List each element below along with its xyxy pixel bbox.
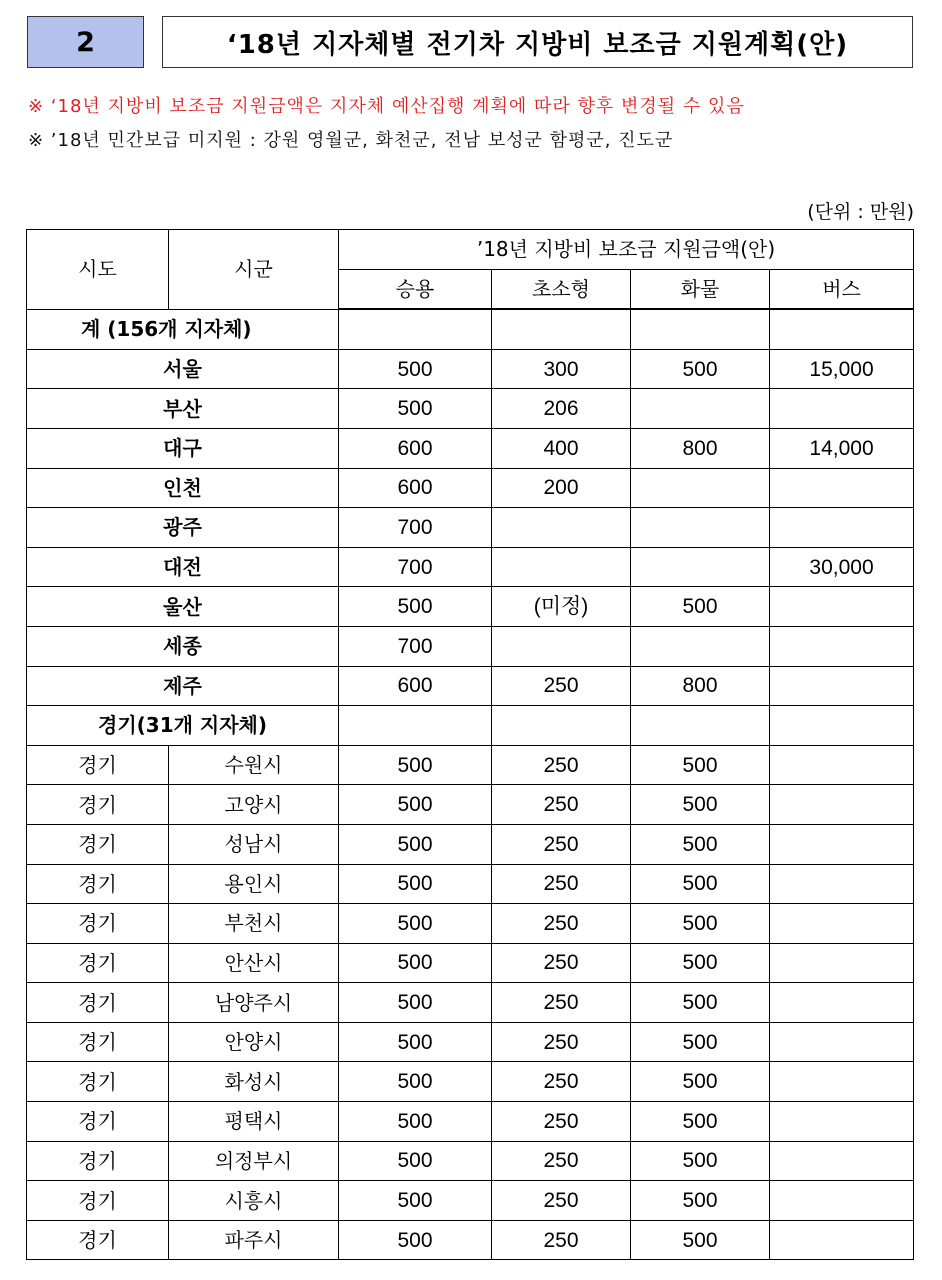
cell-microcar: 250	[492, 1220, 631, 1260]
header-passenger: 승용	[339, 269, 492, 309]
total-label: 계 (156개 지자체)	[27, 309, 339, 349]
metro-name: 울산	[27, 587, 339, 627]
cell-passenger: 500	[339, 587, 492, 627]
cell-bus	[770, 1102, 914, 1142]
cell-bus	[770, 587, 914, 627]
cell-truck	[631, 508, 770, 548]
cell-sigun: 부천시	[169, 904, 339, 944]
cell-microcar: 206	[492, 389, 631, 429]
total-row	[27, 309, 914, 349]
header-microcar: 초소형	[492, 269, 631, 309]
cell-passenger: 500	[339, 1220, 492, 1260]
cell-passenger: 600	[339, 428, 492, 468]
table-row	[27, 785, 914, 825]
unit-label: (단위 : 만원)	[807, 201, 914, 223]
table-row	[27, 428, 914, 468]
cell-truck: 500	[631, 1022, 770, 1062]
table-row	[27, 1141, 914, 1181]
cell-passenger: 700	[339, 626, 492, 666]
metro-name: 세종	[27, 626, 339, 666]
table-row	[27, 1102, 914, 1142]
cell-truck	[631, 309, 770, 349]
cell-bus: 14,000	[770, 428, 914, 468]
cell-bus	[770, 864, 914, 904]
cell-sido: 경기	[27, 864, 169, 904]
table-row	[27, 547, 914, 587]
cell-bus	[770, 1141, 914, 1181]
cell-passenger: 500	[339, 1141, 492, 1181]
cell-sigun: 안산시	[169, 943, 339, 983]
cell-sigun: 용인시	[169, 864, 339, 904]
cell-bus	[770, 508, 914, 548]
cell-passenger: 500	[339, 1102, 492, 1142]
cell-truck: 500	[631, 745, 770, 785]
cell-passenger: 500	[339, 943, 492, 983]
section-number-box	[27, 16, 144, 68]
table-row	[27, 943, 914, 983]
cell-sido: 경기	[27, 904, 169, 944]
cell-sigun: 안양시	[169, 1022, 339, 1062]
cell-bus	[770, 1022, 914, 1062]
table-row	[27, 1022, 914, 1062]
metro-name: 제주	[27, 666, 339, 706]
header-truck: 화물	[631, 269, 770, 309]
cell-passenger: 500	[339, 904, 492, 944]
document-title: ‘18년 지자체별 전기차 지방비 보조금 지원계획(안)	[226, 29, 849, 60]
cell-passenger: 500	[339, 983, 492, 1023]
cell-truck: 500	[631, 1220, 770, 1260]
cell-truck: 800	[631, 428, 770, 468]
metro-name: 인천	[27, 468, 339, 508]
cell-microcar: 250	[492, 983, 631, 1023]
cell-microcar: 250	[492, 1181, 631, 1221]
cell-microcar: 300	[492, 349, 631, 389]
cell-sido: 경기	[27, 983, 169, 1023]
cell-microcar	[492, 706, 631, 746]
metro-name: 대전	[27, 547, 339, 587]
cell-bus	[770, 666, 914, 706]
table-row	[27, 864, 914, 904]
cell-truck: 500	[631, 1062, 770, 1102]
cell-bus	[770, 1220, 914, 1260]
cell-passenger	[339, 706, 492, 746]
table-row	[27, 904, 914, 944]
cell-microcar: 250	[492, 1102, 631, 1142]
cell-microcar: 400	[492, 428, 631, 468]
cell-passenger: 500	[339, 1022, 492, 1062]
cell-sigun: 파주시	[169, 1220, 339, 1260]
cell-microcar: 250	[492, 1141, 631, 1181]
cell-passenger: 700	[339, 547, 492, 587]
table-row	[27, 1181, 914, 1221]
cell-passenger: 500	[339, 1062, 492, 1102]
cell-passenger: 700	[339, 508, 492, 548]
cell-microcar: 250	[492, 666, 631, 706]
cell-microcar	[492, 309, 631, 349]
gyeonggi-total-label: 경기(31개 지자체)	[27, 706, 339, 746]
cell-bus	[770, 626, 914, 666]
cell-passenger: 500	[339, 864, 492, 904]
cell-truck: 500	[631, 943, 770, 983]
table-row	[27, 468, 914, 508]
cell-sigun: 수원시	[169, 745, 339, 785]
cell-truck	[631, 547, 770, 587]
cell-microcar: 250	[492, 904, 631, 944]
cell-passenger: 500	[339, 745, 492, 785]
table-row	[27, 1220, 914, 1260]
header-sido: 시도	[27, 230, 169, 310]
cell-sigun: 화성시	[169, 1062, 339, 1102]
header-sigun: 시군	[169, 230, 339, 310]
note-budget-change: ※ ‘18년 지방비 보조금 지원금액은 지자체 예산집행 계획에 따라 향후 변경될 수 있음	[28, 96, 745, 117]
cell-sido: 경기	[27, 785, 169, 825]
cell-passenger: 500	[339, 349, 492, 389]
cell-sigun: 성남시	[169, 824, 339, 864]
cell-truck: 500	[631, 349, 770, 389]
cell-sigun: 평택시	[169, 1102, 339, 1142]
cell-bus: 15,000	[770, 349, 914, 389]
table-row	[27, 1062, 914, 1102]
cell-bus	[770, 1181, 914, 1221]
cell-sigun: 고양시	[169, 785, 339, 825]
cell-microcar	[492, 508, 631, 548]
cell-passenger: 500	[339, 824, 492, 864]
cell-truck	[631, 468, 770, 508]
cell-microcar: 250	[492, 1062, 631, 1102]
cell-microcar	[492, 547, 631, 587]
metro-name: 부산	[27, 389, 339, 429]
section-number: 2	[76, 26, 95, 58]
cell-microcar: 250	[492, 745, 631, 785]
cell-bus	[770, 309, 914, 349]
cell-microcar	[492, 626, 631, 666]
cell-bus	[770, 468, 914, 508]
cell-bus: 30,000	[770, 547, 914, 587]
cell-microcar: 200	[492, 468, 631, 508]
cell-microcar: 250	[492, 864, 631, 904]
table-body	[27, 309, 914, 1260]
cell-sigun: 시흥시	[169, 1181, 339, 1221]
cell-truck: 500	[631, 1102, 770, 1142]
cell-passenger: 600	[339, 468, 492, 508]
cell-bus	[770, 745, 914, 785]
cell-microcar: 250	[492, 824, 631, 864]
cell-bus	[770, 943, 914, 983]
cell-bus	[770, 706, 914, 746]
cell-sido: 경기	[27, 1220, 169, 1260]
cell-truck: 500	[631, 864, 770, 904]
cell-bus	[770, 785, 914, 825]
cell-sido: 경기	[27, 1102, 169, 1142]
cell-truck	[631, 389, 770, 429]
cell-passenger	[339, 309, 492, 349]
cell-sido: 경기	[27, 1141, 169, 1181]
table-row	[27, 745, 914, 785]
cell-bus	[770, 824, 914, 864]
cell-truck	[631, 706, 770, 746]
note-unsupported-regions: ※ ’18년 민간보급 미지원 : 강원 영월군, 화천군, 전남 보성군 함평군, 진도군	[28, 130, 674, 151]
gyeonggi-total-row	[27, 706, 914, 746]
cell-bus	[770, 904, 914, 944]
cell-truck: 500	[631, 587, 770, 627]
table-row	[27, 626, 914, 666]
table-row	[27, 824, 914, 864]
cell-sigun: 의정부시	[169, 1141, 339, 1181]
cell-sido: 경기	[27, 1022, 169, 1062]
table-row	[27, 508, 914, 548]
header-subsidy-group: ’18년 지방비 보조금 지원금액(안)	[339, 230, 914, 270]
cell-truck: 500	[631, 983, 770, 1023]
table-row	[27, 666, 914, 706]
cell-microcar: (미정)	[492, 587, 631, 627]
cell-passenger: 500	[339, 785, 492, 825]
cell-sigun: 남양주시	[169, 983, 339, 1023]
cell-sido: 경기	[27, 943, 169, 983]
cell-bus	[770, 983, 914, 1023]
cell-truck: 800	[631, 666, 770, 706]
cell-sido: 경기	[27, 824, 169, 864]
metro-name: 대구	[27, 428, 339, 468]
metro-name: 광주	[27, 508, 339, 548]
cell-sido: 경기	[27, 1062, 169, 1102]
cell-truck	[631, 626, 770, 666]
cell-truck: 500	[631, 824, 770, 864]
cell-truck: 500	[631, 1141, 770, 1181]
cell-passenger: 600	[339, 666, 492, 706]
table-row	[27, 587, 914, 627]
cell-passenger: 500	[339, 389, 492, 429]
table-row	[27, 349, 914, 389]
cell-truck: 500	[631, 1181, 770, 1221]
cell-sido: 경기	[27, 745, 169, 785]
cell-microcar: 250	[492, 943, 631, 983]
header-bus: 버스	[770, 269, 914, 309]
cell-passenger: 500	[339, 1181, 492, 1221]
document-title-box	[162, 16, 913, 68]
metro-name: 서울	[27, 349, 339, 389]
cell-sido: 경기	[27, 1181, 169, 1221]
cell-truck: 500	[631, 785, 770, 825]
header-row-1	[27, 230, 914, 270]
table-row	[27, 389, 914, 429]
cell-bus	[770, 389, 914, 429]
cell-bus	[770, 1062, 914, 1102]
subsidy-table	[26, 229, 914, 1260]
cell-truck: 500	[631, 904, 770, 944]
table-row	[27, 983, 914, 1023]
cell-microcar: 250	[492, 1022, 631, 1062]
cell-microcar: 250	[492, 785, 631, 825]
